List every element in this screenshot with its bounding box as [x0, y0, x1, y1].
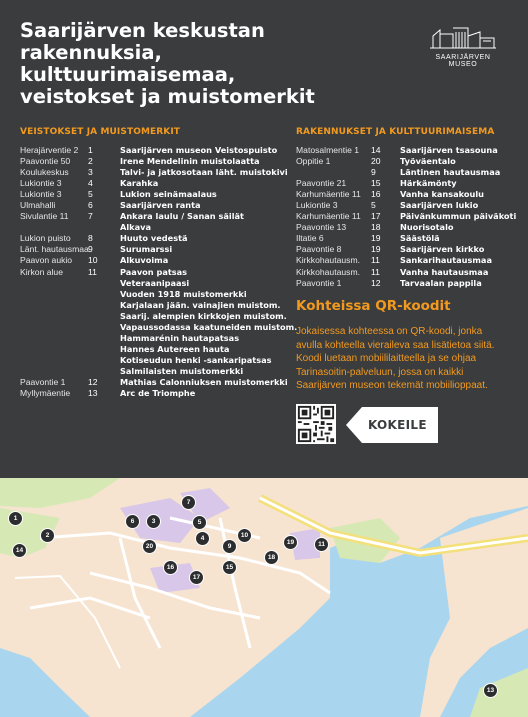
item-number: 9	[371, 167, 376, 178]
item-name: Saarijärven kirkko	[400, 244, 485, 255]
item-name: Päivänkummun päiväkoti	[400, 211, 517, 222]
item-number	[88, 333, 120, 344]
item-number: 4	[88, 178, 93, 189]
item-number: 11	[371, 266, 380, 277]
town-map	[0, 478, 528, 717]
list-item	[20, 233, 297, 244]
list-item	[296, 145, 516, 156]
list-item	[20, 388, 297, 399]
map-marker[interactable]: 19	[283, 535, 298, 550]
map-marker[interactable]: 10	[237, 528, 252, 543]
item-number: 2	[88, 156, 93, 167]
buildings-list	[296, 145, 516, 289]
item-location: Kirkon alue	[20, 266, 63, 277]
list-item	[20, 178, 297, 189]
map-marker[interactable]: 20	[142, 539, 157, 554]
item-location: Myllymäentie	[20, 388, 71, 399]
try-button-label: KOKEILE	[368, 418, 427, 432]
list-item	[296, 189, 516, 200]
item-location	[20, 333, 88, 344]
list-item	[20, 344, 297, 355]
qr-code-icon	[296, 404, 336, 444]
item-name: Saarijärven tsasouna	[400, 145, 498, 155]
sculptures-list	[20, 145, 297, 399]
item-name: Työväentalo	[400, 156, 456, 167]
item-name: Karahka	[120, 178, 159, 189]
item-name: Arc de Triomphe	[120, 388, 196, 399]
item-name: Lukion seinämaalaus	[120, 189, 217, 200]
list-item	[20, 278, 297, 289]
item-number	[88, 289, 120, 300]
list-item	[20, 377, 297, 388]
item-number: 19	[371, 244, 381, 255]
item-location: Kirkkohautausm.	[296, 255, 361, 266]
logo-text: SAARIJÄRVEN MUSEO	[435, 54, 491, 68]
item-name: Sankarihautausmaa	[400, 255, 492, 266]
item-name: Saarijärven museon Veistospuisto	[120, 145, 278, 155]
item-location	[20, 300, 88, 311]
item-name: Veteraanipaasi	[120, 277, 190, 288]
item-name: Saarij. alempien kirkkojen muistom.	[120, 310, 287, 321]
item-name: Alkava	[120, 222, 151, 233]
list-item	[296, 167, 516, 178]
item-number	[88, 278, 120, 289]
item-number	[88, 222, 120, 233]
item-location: Iltatie 6	[296, 233, 324, 244]
item-number	[88, 355, 120, 366]
item-location: Karhumäentie 11	[296, 211, 361, 222]
item-number: 8	[88, 233, 93, 244]
item-number: 6	[88, 200, 93, 211]
item-location	[20, 355, 88, 366]
item-name: Surumarssi	[120, 244, 173, 255]
item-location: Ulmahalli	[20, 200, 56, 211]
item-location	[20, 278, 88, 289]
list-item	[296, 200, 516, 211]
item-name: Hannes Autereen hauta	[120, 343, 230, 354]
list-item	[20, 145, 297, 156]
list-item	[296, 255, 516, 266]
item-number	[88, 344, 120, 355]
list-item	[296, 222, 516, 233]
item-location: Lukiontie 3	[296, 200, 338, 211]
page-title	[20, 20, 320, 108]
item-name: Läntinen hautausmaa	[400, 167, 501, 178]
qr-heading: Kohteissa QR-koodit	[296, 298, 451, 314]
item-name: Mathias Calonniuksen muistomerkki	[120, 376, 288, 387]
item-name: Salmilaisten muistomerkki	[120, 365, 244, 376]
list-item	[20, 189, 297, 200]
item-name: Kotiseudun henki -sankaripatsas	[120, 354, 272, 365]
item-location: Paavontie 13	[296, 222, 347, 233]
map-marker[interactable]: 5	[192, 515, 207, 530]
item-location	[20, 366, 88, 377]
item-name: Vapaussodassa kaatuneiden muistom.	[120, 321, 298, 332]
list-item	[20, 355, 297, 366]
list-item	[296, 178, 516, 189]
list-item	[20, 255, 297, 266]
list-item	[20, 333, 297, 344]
item-number	[88, 311, 120, 322]
list-item	[296, 244, 516, 255]
item-location: Länt. hautausmaa	[20, 244, 89, 255]
item-location	[20, 289, 88, 300]
item-location: Paavontie 1	[20, 376, 66, 387]
list-item	[20, 222, 297, 233]
item-number: 19	[371, 233, 381, 244]
map-marker[interactable]: 1	[8, 511, 23, 526]
title-line: kulttuurimaisemaa,	[20, 63, 236, 86]
museum-building-icon	[428, 24, 498, 52]
item-name: Irene Mendelinin muistolaatta	[120, 156, 260, 167]
item-name: Vanha kansakoulu	[400, 189, 484, 200]
item-name: Säästölä	[400, 233, 440, 244]
item-number: 16	[371, 189, 381, 200]
try-button[interactable]	[346, 407, 438, 443]
map-marker[interactable]: 11	[314, 537, 329, 552]
item-number: 7	[88, 211, 93, 222]
map-marker[interactable]: 17	[189, 570, 204, 585]
list-item	[20, 311, 297, 322]
map-marker[interactable]: 14	[12, 543, 27, 558]
item-number: 20	[371, 156, 381, 167]
item-number: 11	[88, 266, 97, 277]
item-location: Koulukeskus	[20, 167, 69, 178]
item-number: 18	[371, 222, 381, 233]
museum-logo	[420, 24, 506, 68]
map-marker[interactable]: 2	[40, 528, 55, 543]
item-location	[20, 222, 88, 233]
item-name: Saarijärven lukio	[400, 200, 479, 211]
list-item	[20, 200, 297, 211]
map	[0, 478, 528, 717]
item-name: Paavon patsas	[120, 266, 188, 277]
item-number: 12	[88, 376, 98, 387]
qr-code[interactable]	[296, 404, 336, 444]
item-location: Herajärventie 2	[20, 145, 79, 155]
item-location: Matosalmentie 1	[296, 145, 360, 155]
title-line: rakennuksia,	[20, 41, 162, 64]
item-location: Lukion puisto	[20, 233, 71, 244]
list-item	[20, 167, 297, 178]
item-location: Paavontie 1	[296, 277, 342, 288]
item-location: Paavontie 8	[296, 244, 342, 255]
item-location: Paavontie 50	[20, 156, 71, 167]
list-item	[20, 289, 297, 300]
title-line: veistokset ja muistomerkit	[20, 85, 315, 108]
item-name: Ankara laulu / Sanan säilät	[120, 211, 244, 222]
item-number: 15	[371, 178, 381, 189]
item-location: Paavontie 21	[296, 178, 347, 189]
list-item	[296, 267, 516, 278]
item-name: Alkuvoima	[120, 255, 169, 266]
item-name: Vanha hautausmaa	[400, 266, 489, 277]
item-name: Nuorisotalo	[400, 222, 454, 233]
map-marker[interactable]: 7	[181, 495, 196, 510]
list-item	[20, 211, 297, 222]
list-item	[20, 322, 297, 333]
map-marker[interactable]: 9	[222, 539, 237, 554]
item-number: 14	[371, 145, 381, 155]
item-name: Härkämönty	[400, 178, 457, 189]
item-name: Karjalaan jään. vainajien muistom.	[120, 299, 281, 310]
item-number: 5	[371, 200, 376, 211]
qr-description: Jokaisessa kohteessa on QR-koodi, jonka avulla kohteella vieraileva saa lisätietoa siitä. Koodi luetaan mobiililaitteella ja se ohjaa Tarinasoitin-palveluun, jossa on kaikki Saarijärven museon tekemät mobiilioppaat.	[296, 326, 495, 391]
map-marker[interactable]: 15	[222, 560, 237, 575]
item-number: 3	[88, 167, 93, 178]
list-item	[296, 211, 516, 222]
list-item	[296, 278, 516, 289]
item-location: Lukiontie 3	[20, 189, 62, 200]
left-section-title: VEISTOKSET JA MUISTOMERKIT	[20, 127, 181, 137]
item-location: Kirkkohautausm.	[296, 266, 361, 277]
item-number: 17	[371, 211, 381, 222]
item-location: Sivulantie 11	[20, 211, 69, 222]
item-name: Tarvaalan pappila	[400, 277, 482, 288]
item-number: 1	[88, 145, 93, 155]
map-marker[interactable]: 18	[264, 550, 279, 565]
map-marker[interactable]: 3	[146, 514, 161, 529]
item-number	[88, 300, 120, 311]
map-marker[interactable]: 16	[163, 560, 178, 575]
list-item	[296, 156, 516, 167]
item-location	[20, 311, 88, 322]
list-item	[20, 300, 297, 311]
item-location: Oppitie 1	[296, 156, 331, 167]
map-marker[interactable]: 13	[483, 683, 498, 698]
item-number: 11	[371, 255, 380, 266]
right-section-title: RAKENNUKSET JA KULTTUURIMAISEMA	[296, 127, 495, 137]
list-item	[20, 366, 297, 377]
item-number	[88, 366, 120, 377]
item-location: Paavon aukio	[20, 255, 73, 266]
item-number: 5	[88, 189, 93, 200]
item-location: Karhumäentie 11	[296, 189, 361, 200]
item-location	[20, 344, 88, 355]
item-number: 12	[371, 277, 381, 288]
list-item	[20, 244, 297, 255]
list-item	[20, 156, 297, 167]
item-number: 13	[88, 388, 98, 399]
item-name: Vuoden 1918 muistomerkki	[120, 288, 247, 299]
item-number	[88, 322, 120, 333]
item-location	[20, 322, 88, 333]
item-location: Lukiontie 3	[20, 178, 62, 189]
item-number: 10	[88, 255, 98, 266]
list-item	[20, 267, 297, 278]
item-location	[296, 167, 371, 178]
map-marker[interactable]: 4	[195, 531, 210, 546]
item-name: Saarijärven ranta	[120, 200, 201, 211]
item-name: Hammarénin hautapatsas	[120, 332, 240, 343]
item-number: 9	[88, 244, 93, 255]
map-marker[interactable]: 6	[125, 514, 140, 529]
title-line: Saarijärven keskustan	[20, 19, 265, 42]
item-name: Talvi- ja jatkosotaan läht. muistokivi	[120, 167, 288, 178]
list-item	[296, 233, 516, 244]
item-name: Huuto vedestä	[120, 233, 188, 244]
